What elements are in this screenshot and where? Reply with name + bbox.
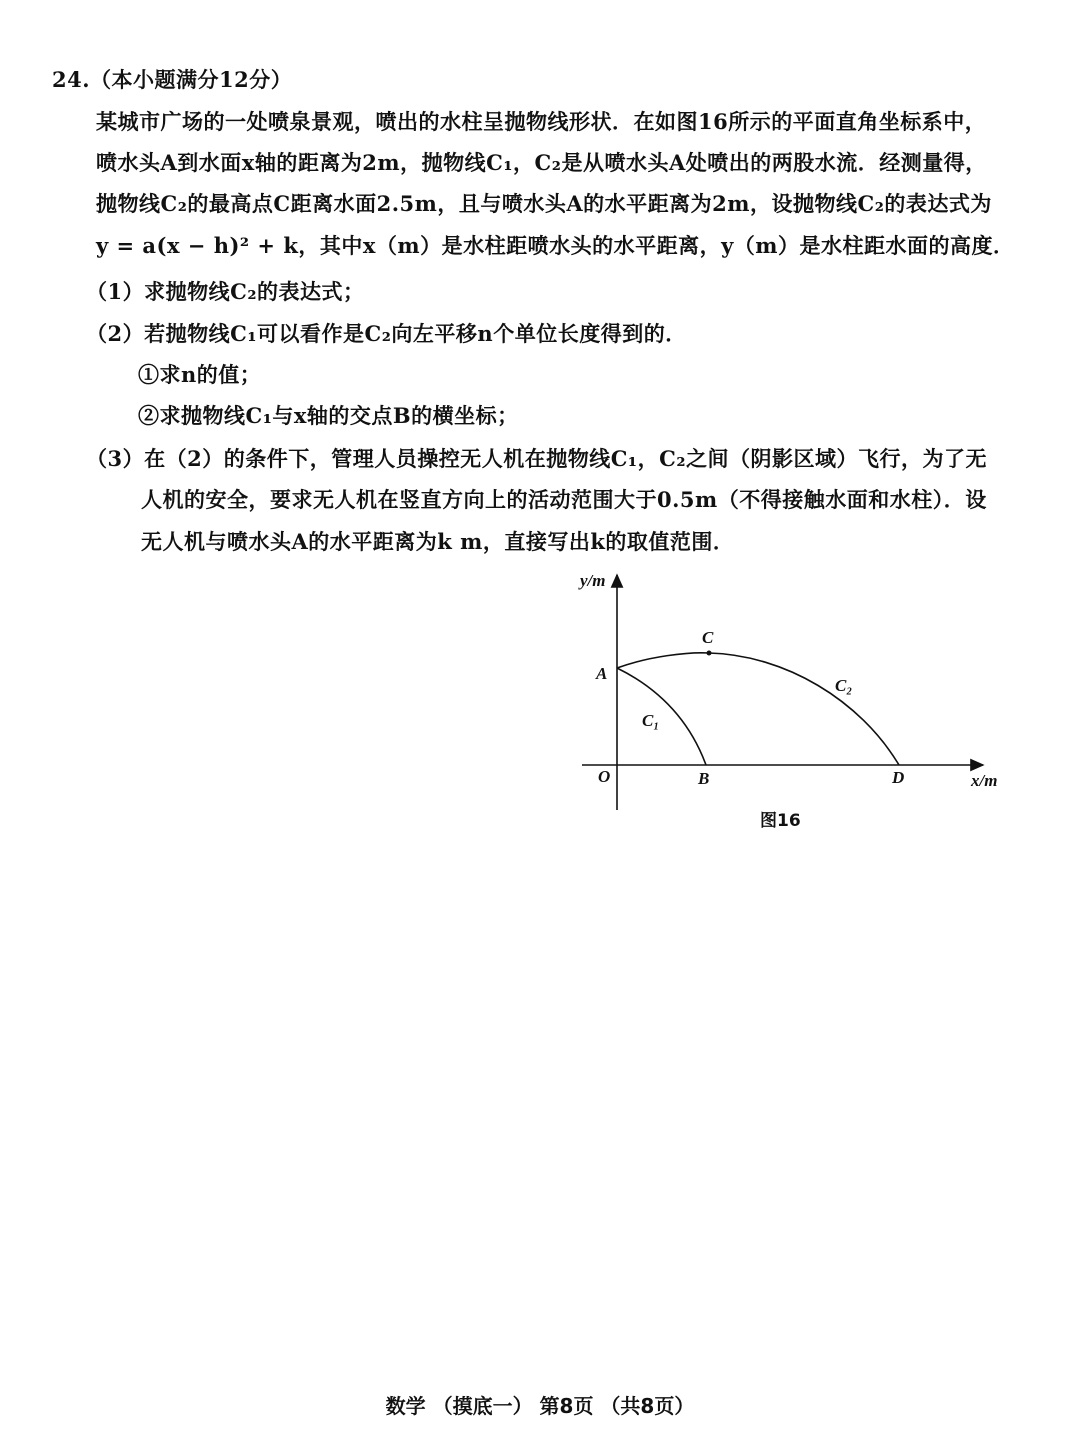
y-axis-label: y/m <box>580 571 606 590</box>
part-3-line-1: （3）在（2）的条件下，管理人员操控无人机在抛物线C₁，C₂之间（阴影区域）飞行，为了无 <box>86 446 988 471</box>
stem-line-1: 某城市广场的一处喷泉景观，喷出的水柱呈抛物线形状．在如图16所示的平面直角坐标系中， <box>96 109 987 134</box>
stem-line-4: y = a(x − h)² + k，其中x（m）是水柱距喷水头的水平距离，y（m）是水柱距水面的高度． <box>96 233 1015 258</box>
part-2-sub-1: ①求n的值； <box>138 362 262 387</box>
curve-c1-label: C₁ <box>642 711 660 730</box>
parabola-c1 <box>617 668 706 765</box>
part-2: （2）若抛物线C₁可以看作是C₂向左平移n个单位长度得到的． <box>86 321 687 346</box>
origin-label: O <box>598 767 611 786</box>
stem-line-2: 喷水头A到水面x轴的距离为2m，抛物线C₁，C₂是从喷水头A处喷出的两股水流．经测量得， <box>96 150 987 175</box>
curve-c2-label: C₂ <box>835 676 853 695</box>
page-footer: 数学 （摸底一） 第8页 （共8页） <box>385 1394 695 1418</box>
point-a-label: A <box>596 664 608 683</box>
part-2-sub-2: ②求抛物线C₁与x轴的交点B的横坐标； <box>138 403 519 428</box>
point-c-label: C <box>702 628 714 647</box>
part-3-line-2: 人机的安全，要求无人机在竖直方向上的活动范围大于0.5m（不得接触水面和水柱）．设 <box>141 487 987 512</box>
part-3-line-3: 无人机与喷水头A的水平距离为k m，直接写出k的取值范围． <box>141 529 735 554</box>
point-b-label: B <box>698 769 710 788</box>
part-1: （1）求抛物线C₂的表达式； <box>86 279 365 304</box>
vertex-c-dot <box>707 651 712 656</box>
point-d-label: D <box>892 768 905 787</box>
x-axis-label: x/m <box>971 771 998 790</box>
figure-caption: 图16 <box>760 811 801 831</box>
parabola-c2 <box>617 653 899 765</box>
question-header: 24.（本小题满分12分） <box>52 67 293 92</box>
stem-line-3: 抛物线C₂的最高点C距离水面2.5m，且与喷水头A的水平距离为2m，设抛物线C₂的表达式为 <box>96 191 992 216</box>
